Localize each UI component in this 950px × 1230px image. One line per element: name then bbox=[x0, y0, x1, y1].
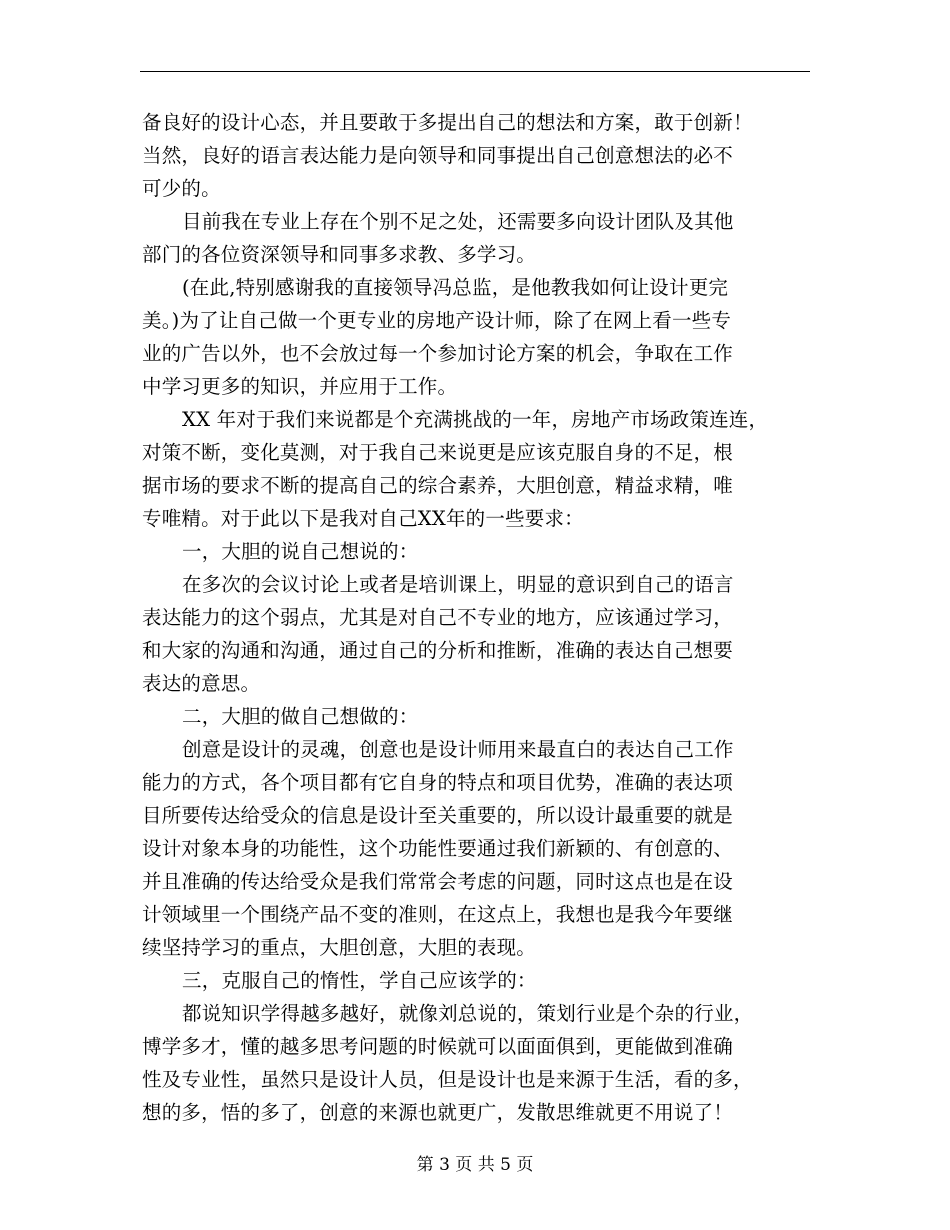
paragraph bbox=[142, 700, 810, 733]
paragraph-line: 一，大胆的说自己想说的： bbox=[182, 540, 419, 563]
paragraph-line: 目所要传达给受众的信息是设计至关重要的，所以设计最重要的就是 bbox=[142, 804, 734, 827]
paragraph-line: 可少的。 bbox=[142, 177, 221, 200]
paragraph bbox=[142, 205, 810, 271]
paragraph bbox=[142, 733, 810, 964]
paragraph-line: 续坚持学习的重点，大胆创意，大胆的表现。 bbox=[142, 936, 537, 959]
paragraph-line: 设计对象本身的功能性，这个功能性要通过我们新颖的、有创意的、 bbox=[142, 837, 734, 860]
paragraph-line: 博学多才，懂的越多思考问题的时候就可以面面俱到，更能做到准确 bbox=[142, 1035, 734, 1058]
paragraph-line: 中学习更多的知识，并应用于工作。 bbox=[142, 375, 458, 398]
paragraph-line: XX 年对于我们来说都是个充满挑战的一年，房地产市场政策连连， bbox=[182, 408, 769, 431]
paragraph-line: 表达能力的这个弱点，尤其是对自己不专业的地方，应该通过学习， bbox=[142, 606, 734, 629]
paragraph bbox=[142, 403, 810, 535]
paragraph-line: 在多次的会议讨论上或者是培训课上，明显的意识到自己的语言 bbox=[182, 573, 734, 596]
paragraph-line: 据市场的要求不断的提高自己的综合素养，大胆创意，精益求精，唯 bbox=[142, 474, 734, 497]
paragraph-line: 专唯精。对于此以下是我对自己XX年的一些要求： bbox=[142, 507, 584, 530]
paragraph-line: 对策不断，变化莫测，对于我自己来说更是应该克服自身的不足，根 bbox=[142, 441, 734, 464]
paragraph bbox=[142, 964, 810, 997]
paragraph bbox=[142, 271, 810, 403]
paragraph-line: 能力的方式，各个项目都有它自身的特点和项目优势，准确的表达项 bbox=[142, 771, 734, 794]
paragraph-line: 二，大胆的做自己想做的： bbox=[182, 705, 419, 728]
paragraph-line: 创意是设计的灵魂，创意也是设计师用来最直白的表达自己工作 bbox=[182, 738, 734, 761]
paragraph-line: 美。)为了让自己做一个更专业的房地产设计师，除了在网上看一些专 bbox=[142, 309, 732, 332]
paragraph bbox=[142, 568, 810, 700]
header-rule bbox=[140, 71, 810, 72]
paragraph-line: 表达的意思。 bbox=[142, 672, 261, 695]
paragraph-line: 备良好的设计心态，并且要敢于多提出自己的想法和方案，敢于创新！ bbox=[142, 111, 753, 134]
paragraph-line: 和大家的沟通和沟通，通过自己的分析和推断，准确的表达自己想要 bbox=[142, 639, 734, 662]
paragraph-line: 三，克服自己的惰性，学自己应该学的： bbox=[182, 969, 537, 992]
document-body bbox=[142, 106, 810, 1129]
paragraph-line: 都说知识学得越多越好，就像刘总说的，策划行业是个杂的行业， bbox=[182, 1002, 754, 1025]
page-number-label: 第 3 页 共 5 页 bbox=[416, 1155, 534, 1175]
paragraph-line: 性及专业性，虽然只是设计人员，但是设计也是来源于生活，看的多， bbox=[142, 1068, 753, 1091]
paragraph-line: 想的多，悟的多了，创意的来源也就更广，发散思维就更不用说了！ bbox=[142, 1101, 734, 1124]
paragraph-line: 目前我在专业上存在个别不足之处，还需要多向设计团队及其他 bbox=[182, 210, 734, 233]
paragraph-line: 部门的各位资深领导和同事多求教、多学习。 bbox=[142, 243, 537, 266]
paragraph bbox=[142, 997, 810, 1129]
paragraph bbox=[142, 535, 810, 568]
paragraph-line: 计领域里一个围绕产品不变的准则，在这点上，我想也是我今年要继 bbox=[142, 903, 734, 926]
paragraph-line: 业的广告以外，也不会放过每一个参加讨论方案的机会，争取在工作 bbox=[142, 342, 734, 365]
paragraph-line: 当然，良好的语言表达能力是向领导和同事提出自己创意想法的必不 bbox=[142, 144, 734, 167]
paragraph-line: (在此,特别感谢我的直接领导冯总监，是他教我如何让设计更完 bbox=[182, 276, 729, 299]
page-footer bbox=[0, 1153, 950, 1177]
paragraph bbox=[142, 106, 810, 205]
paragraph-line: 并且准确的传达给受众是我们常常会考虑的问题，同时这点也是在设 bbox=[142, 870, 734, 893]
